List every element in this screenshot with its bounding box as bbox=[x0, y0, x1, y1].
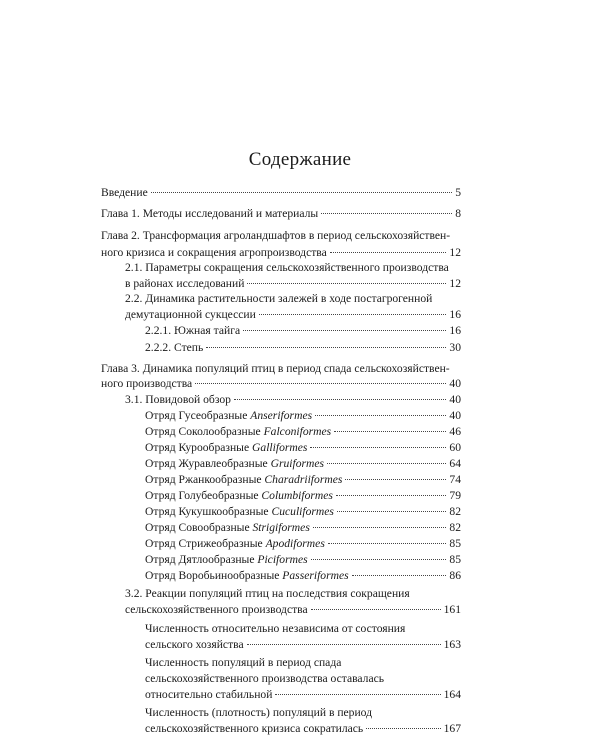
toc-entry-page: 60 bbox=[449, 441, 461, 454]
toc-entry-label: Введение bbox=[101, 186, 148, 199]
toc-entry-intro[interactable] bbox=[101, 183, 461, 203]
toc-entry-page: 16 bbox=[449, 324, 461, 337]
toc-entry-chapter-1[interactable] bbox=[101, 204, 461, 224]
toc-entry-page: 8 bbox=[455, 207, 461, 220]
toc-entry-3-2-a[interactable] bbox=[145, 635, 461, 655]
leader-dots bbox=[345, 479, 446, 480]
toc-entry-3-2-line1[interactable]: 3.2. Реакции популяций птиц на последствия сокращения bbox=[125, 587, 410, 600]
toc-entry-label: Глава 1. Методы исследований и материалы bbox=[101, 207, 319, 220]
toc-entry-page: 82 bbox=[449, 505, 461, 518]
leader-dots bbox=[311, 609, 441, 610]
toc-entry-label: Отряд Кукушкообразные bbox=[145, 505, 269, 518]
toc-entry-page: 86 bbox=[449, 569, 461, 582]
toc-entry-latin: Falconiformes bbox=[263, 425, 332, 438]
leader-dots bbox=[334, 431, 446, 432]
toc-entry-label: ного производства bbox=[101, 377, 193, 390]
toc-entry-3-2-c[interactable] bbox=[145, 719, 461, 739]
toc-entry-label: сельского хозяйства bbox=[145, 638, 244, 651]
leader-dots bbox=[328, 543, 447, 544]
toc-entry-page: 16 bbox=[449, 308, 461, 321]
toc-entry-chapter-3-line1[interactable]: Глава 3. Динамика популяций птиц в период спада сельскохозяйствен- bbox=[101, 362, 450, 375]
toc-entry-page: 40 bbox=[449, 377, 461, 390]
toc-entry-page: 161 bbox=[443, 603, 461, 616]
toc-entry-label: Отряд Воробьинообразные bbox=[145, 569, 280, 582]
toc-entry-page: 85 bbox=[449, 537, 461, 550]
toc-entry-label: 2.2.2. Степь bbox=[145, 341, 204, 354]
toc-entry-3-2-c-line1[interactable]: Численность (плотность) популяций в период bbox=[145, 706, 373, 719]
leader-dots bbox=[310, 447, 446, 448]
leader-dots bbox=[151, 192, 452, 193]
toc-entry-latin: Apodiformes bbox=[265, 537, 325, 550]
toc-entry-latin: Charadriiformes bbox=[264, 473, 343, 486]
leader-dots bbox=[321, 213, 452, 214]
toc-entry-2-2-line1[interactable]: 2.2. Динамика растительности залежей в ходе постагрогенной bbox=[125, 292, 433, 305]
toc-entry-page: 82 bbox=[449, 521, 461, 534]
toc-entry-latin: Piciformes bbox=[257, 553, 308, 566]
toc-entry-page: 5 bbox=[455, 186, 461, 199]
leader-dots bbox=[243, 330, 446, 331]
toc-entry-label: 3.1. Повидовой обзор bbox=[125, 393, 231, 406]
toc-entry-page: 163 bbox=[443, 638, 461, 651]
leader-dots bbox=[337, 511, 446, 512]
toc-entry-label: 2.2.1. Южная тайга bbox=[145, 324, 241, 337]
leader-dots bbox=[327, 463, 446, 464]
toc-entry-page: 12 bbox=[449, 246, 461, 259]
toc-entry-latin: Columbiformes bbox=[261, 489, 333, 502]
leader-dots bbox=[352, 575, 447, 576]
page-title: Содержание bbox=[248, 149, 352, 170]
leader-dots bbox=[313, 527, 447, 528]
toc-entry-chapter-2-line1[interactable]: Глава 2. Трансформация агроландшафтов в период сельскохозяйствен- bbox=[101, 229, 451, 242]
toc-entry-label: Отряд Соколообразные bbox=[145, 425, 261, 438]
toc-entry-latin: Galliformes bbox=[252, 441, 308, 454]
toc-entry-label: Отряд Гусеобразные bbox=[145, 409, 248, 422]
leader-dots bbox=[330, 252, 447, 253]
toc-entry-page: 79 bbox=[449, 489, 461, 502]
toc-entry-latin: Gruiformes bbox=[270, 457, 325, 470]
toc-entry-label: в районах исследований bbox=[125, 277, 245, 290]
toc-entry-page: 85 bbox=[449, 553, 461, 566]
toc-entry-page: 74 bbox=[449, 473, 461, 486]
toc-entry-page: 167 bbox=[443, 722, 461, 735]
toc-entry-latin: Strigiformes bbox=[252, 521, 310, 534]
leader-dots bbox=[275, 694, 440, 695]
toc-entry-label: ного кризиса и сокращения агропроизводства bbox=[101, 246, 327, 259]
toc-entry-label: Отряд Курообразные bbox=[145, 441, 250, 454]
toc-entry-label: Отряд Стрижеобразные bbox=[145, 537, 263, 550]
toc-entry-label: сельскохозяйственного производства bbox=[125, 603, 308, 616]
toc-entry-label: Отряд Совообразные bbox=[145, 521, 250, 534]
toc-entry-3-2-b-line1[interactable]: Численность популяций в период спада bbox=[145, 656, 342, 669]
leader-dots bbox=[247, 644, 441, 645]
toc-entry-3-2-b-line2[interactable]: сельскохозяйственного производства оставалась bbox=[145, 672, 385, 685]
toc-entry-3-2-b[interactable] bbox=[145, 685, 461, 705]
leader-dots bbox=[234, 399, 446, 400]
toc-entry-label: относительно стабильной bbox=[145, 688, 273, 701]
toc-entry-latin: Cuculiformes bbox=[271, 505, 334, 518]
leader-dots bbox=[336, 495, 446, 496]
toc-entry-2-1-line1[interactable]: 2.1. Параметры сокращения сельскохозяйственного производства bbox=[125, 261, 449, 274]
leader-dots bbox=[195, 383, 446, 384]
toc-entry-label: сельскохозяйственного кризиса сократилась bbox=[145, 722, 364, 735]
toc-entry-3-2[interactable] bbox=[125, 600, 461, 620]
toc-entry-label: Отряд Ржанкообразные bbox=[145, 473, 262, 486]
toc-entry-label: Отряд Журавлеобразные bbox=[145, 457, 268, 470]
toc-entry-page: 40 bbox=[449, 409, 461, 422]
toc-entry-page: 12 bbox=[449, 277, 461, 290]
leader-dots bbox=[311, 559, 447, 560]
toc-entry-latin: Passeriformes bbox=[282, 569, 349, 582]
toc-entry-latin: Anseriformes bbox=[250, 409, 313, 422]
leader-dots bbox=[247, 283, 446, 284]
leader-dots bbox=[259, 314, 447, 315]
toc-entry-page: 46 bbox=[449, 425, 461, 438]
leader-dots bbox=[315, 415, 446, 416]
toc-entry-3-2-a-line1[interactable]: Численность относительно независима от состояния bbox=[145, 622, 406, 635]
toc-entry-page: 30 bbox=[449, 341, 461, 354]
leader-dots bbox=[366, 728, 440, 729]
toc-entry-label: демутационной сукцессии bbox=[125, 308, 256, 321]
toc-entry-2-2-2[interactable] bbox=[145, 338, 461, 358]
toc-entry-page: 164 bbox=[443, 688, 461, 701]
leader-dots bbox=[206, 347, 446, 348]
toc-entry-label: Отряд Голубеобразные bbox=[145, 489, 259, 502]
toc-entry-page: 40 bbox=[449, 393, 461, 406]
toc-entry-label: Отряд Дятлообразные bbox=[145, 553, 255, 566]
toc-entry-page: 64 bbox=[449, 457, 461, 470]
toc-entry-order[interactable] bbox=[145, 566, 461, 586]
